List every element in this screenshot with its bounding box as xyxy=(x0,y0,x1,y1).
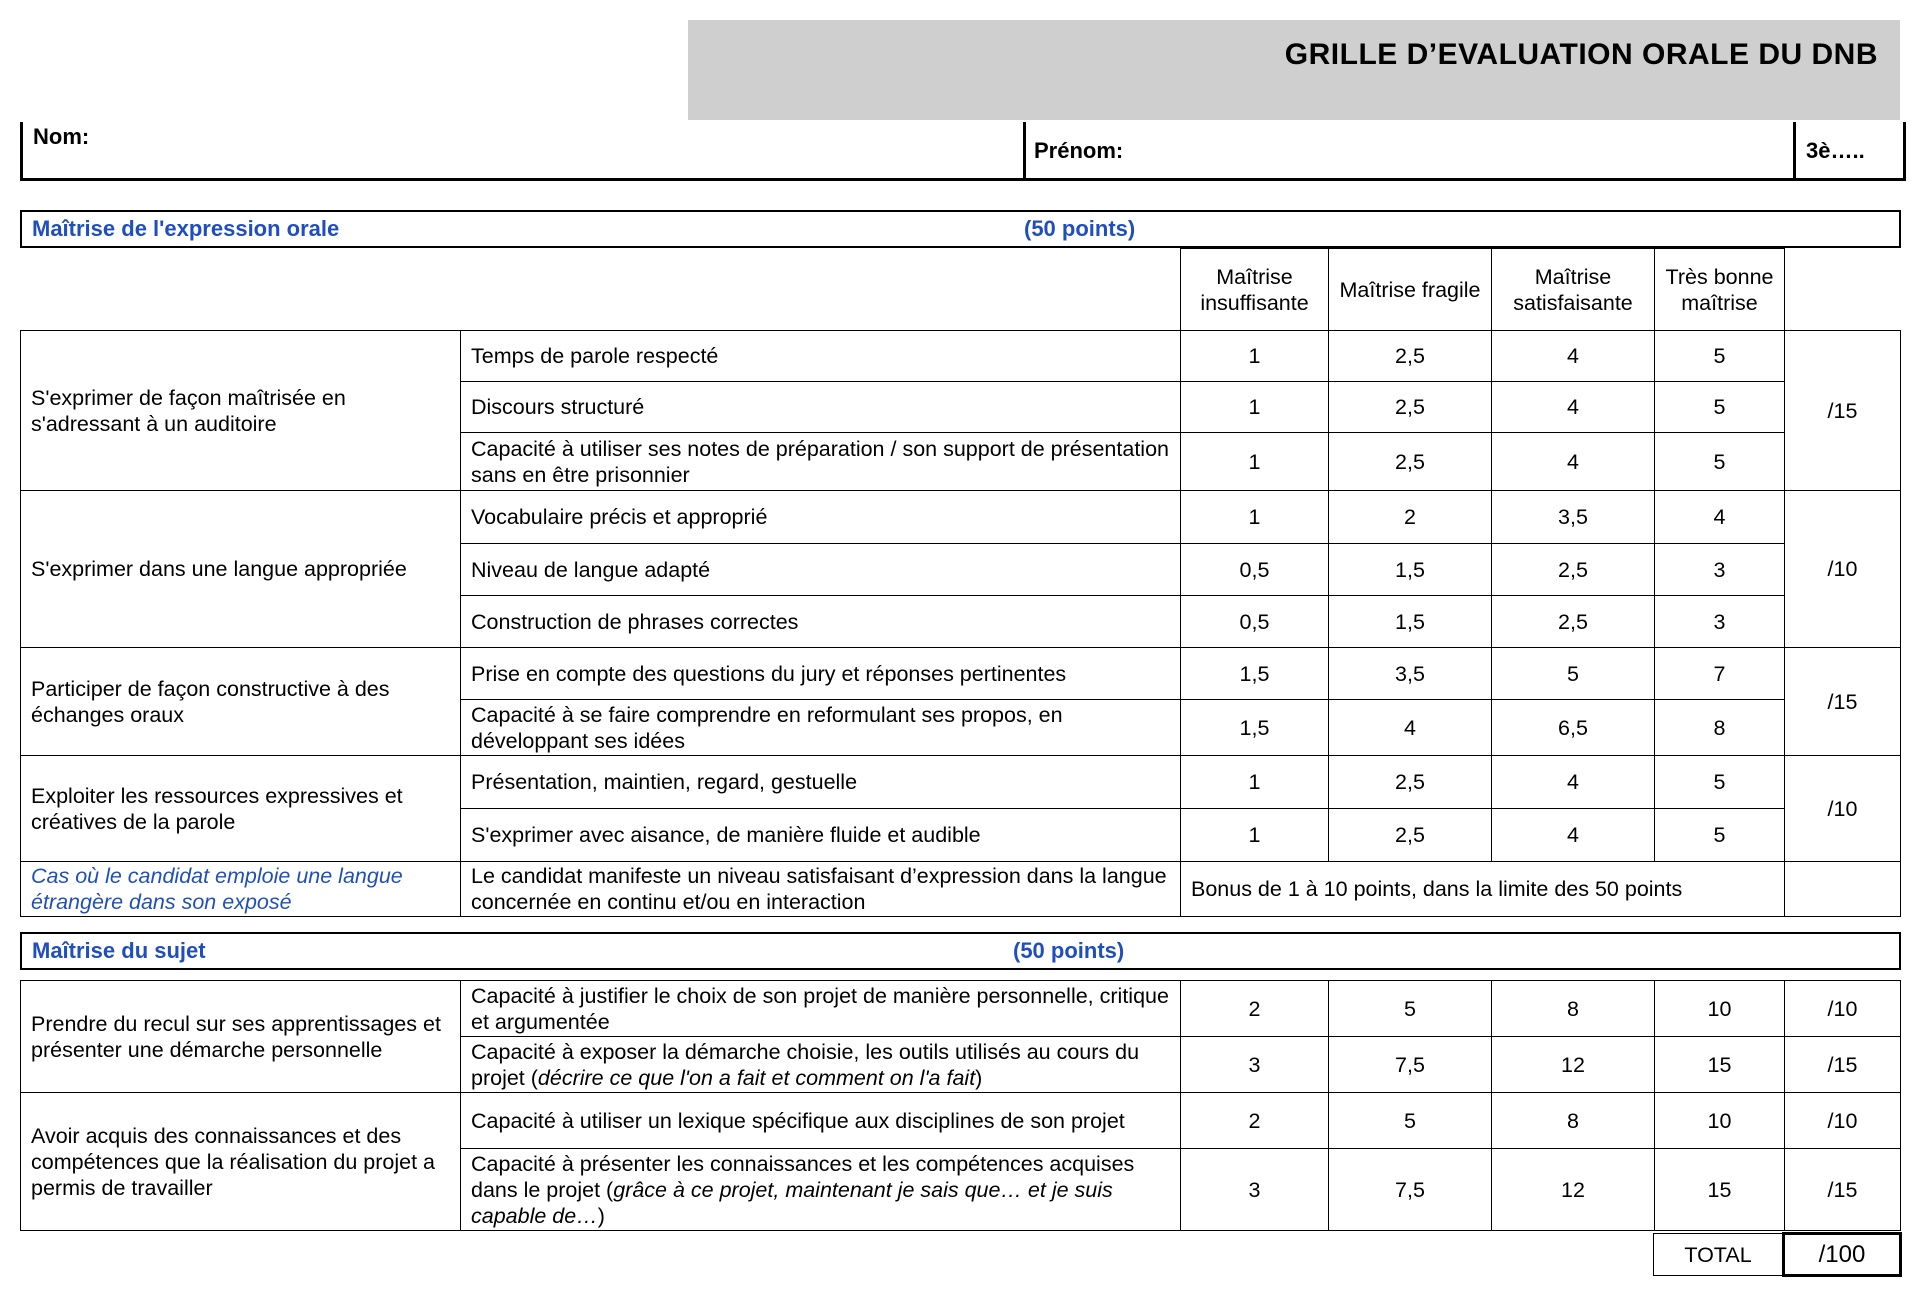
score-cell[interactable]: 5 xyxy=(1655,433,1785,491)
identity-row xyxy=(20,122,1906,181)
criterion: Niveau de langue adapté xyxy=(461,544,1181,596)
criterion: Capacité à justifier le choix de son projet de manière personnelle, critique et argumentée xyxy=(461,981,1181,1037)
total-label: TOTAL xyxy=(1654,1234,1784,1276)
page-title: GRILLE D’EVALUATION ORALE DU DNB xyxy=(1284,38,1878,71)
criterion: Construction de phrases correctes xyxy=(461,596,1181,648)
score-cell[interactable]: 1,5 xyxy=(1329,596,1492,648)
table-row xyxy=(21,756,1901,809)
criterion-italic: grâce à ce projet, maintenant je sais que… et je suis capable de… xyxy=(471,1177,1113,1228)
total-table xyxy=(1653,1232,1902,1277)
classe-field[interactable] xyxy=(1793,122,1903,178)
score-cell[interactable]: 2,5 xyxy=(1329,433,1492,491)
criterion-text: ) xyxy=(975,1065,983,1090)
bonus-score[interactable] xyxy=(1785,862,1901,917)
section-header-expression xyxy=(20,210,1901,248)
score-cell[interactable]: 3 xyxy=(1181,1149,1329,1231)
score-cell[interactable]: 0,5 xyxy=(1181,596,1329,648)
score-cell[interactable]: 15 xyxy=(1655,1149,1785,1231)
score-cell[interactable]: 7,5 xyxy=(1329,1037,1492,1093)
table-row xyxy=(21,331,1901,382)
nom-field[interactable] xyxy=(23,122,1023,178)
skill-label: S'exprimer dans une langue appropriée xyxy=(21,491,461,648)
score-cell[interactable]: 10 xyxy=(1655,1093,1785,1149)
bonus-row xyxy=(21,862,1901,917)
score-cell[interactable]: 12 xyxy=(1492,1149,1655,1231)
score-cell[interactable]: 2,5 xyxy=(1492,544,1655,596)
row-score[interactable]: /10 xyxy=(1785,1093,1901,1149)
group-score[interactable]: /10 xyxy=(1785,491,1901,648)
classe-label: 3è….. xyxy=(1806,138,1865,163)
prenom-label: Prénom: xyxy=(1034,138,1124,163)
score-cell[interactable]: 5 xyxy=(1492,648,1655,700)
section-label: Maîtrise de l'expression orale xyxy=(32,216,340,241)
section-header-sujet xyxy=(20,932,1901,970)
score-cell[interactable]: 8 xyxy=(1492,981,1655,1037)
score-cell[interactable]: 1,5 xyxy=(1181,700,1329,756)
score-cell[interactable]: 4 xyxy=(1492,331,1655,382)
score-cell[interactable]: 2,5 xyxy=(1329,809,1492,862)
score-cell[interactable]: 5 xyxy=(1655,382,1785,433)
score-cell[interactable]: 2,5 xyxy=(1492,596,1655,648)
criterion: Vocabulaire précis et approprié xyxy=(461,491,1181,544)
row-score[interactable]: /15 xyxy=(1785,1037,1901,1093)
score-cell[interactable]: 0,5 xyxy=(1181,544,1329,596)
prenom-field[interactable] xyxy=(1023,122,1796,178)
bonus-criterion: Le candidat manifeste un niveau satisfaisant d’expression dans la langue concernée en continu et/ou en interaction xyxy=(461,862,1181,917)
criterion-italic: décrire ce que l'on a fait et comment on l'a fait xyxy=(537,1065,976,1090)
score-cell[interactable]: 2 xyxy=(1181,981,1329,1037)
section-points: (50 points) xyxy=(1013,938,1125,963)
score-cell[interactable]: 1 xyxy=(1181,331,1329,382)
score-cell[interactable]: 6,5 xyxy=(1492,700,1655,756)
criterion-text: ) xyxy=(597,1203,605,1228)
score-cell[interactable]: 4 xyxy=(1492,756,1655,809)
table-row xyxy=(21,491,1901,544)
score-cell[interactable]: 12 xyxy=(1492,1037,1655,1093)
score-cell[interactable]: 1 xyxy=(1181,756,1329,809)
group-score[interactable]: /15 xyxy=(1785,331,1901,491)
score-cell[interactable]: 5 xyxy=(1329,981,1492,1037)
score-cell[interactable]: 2 xyxy=(1181,1093,1329,1149)
criterion: Prise en compte des questions du jury et réponses pertinentes xyxy=(461,648,1181,700)
score-cell[interactable]: 1,5 xyxy=(1181,648,1329,700)
score-cell[interactable]: 8 xyxy=(1655,700,1785,756)
criterion: S'exprimer avec aisance, de manière fluide et audible xyxy=(461,809,1181,862)
level-header: Maîtrise fragile xyxy=(1329,249,1492,331)
level-header: Très bonne maîtrise xyxy=(1655,249,1785,331)
score-cell[interactable]: 1 xyxy=(1181,382,1329,433)
group-score[interactable]: /10 xyxy=(1785,756,1901,862)
level-header: Maîtrise insuffisante xyxy=(1181,249,1329,331)
nom-label: Nom: xyxy=(33,124,90,149)
criterion xyxy=(461,1149,1181,1231)
table-row xyxy=(21,648,1901,700)
score-cell[interactable]: 5 xyxy=(1655,809,1785,862)
section-label: Maîtrise du sujet xyxy=(32,938,206,963)
criterion-text: Capacité à exposer la démarche choisie, les outils utilisés au cours du projet ( xyxy=(471,1039,1140,1090)
score-cell[interactable]: 10 xyxy=(1655,981,1785,1037)
criterion: Temps de parole respecté xyxy=(461,331,1181,382)
score-cell[interactable]: 7,5 xyxy=(1329,1149,1492,1231)
table-row xyxy=(21,981,1901,1037)
title-band xyxy=(688,20,1900,120)
row-score[interactable]: /15 xyxy=(1785,1149,1901,1231)
score-cell[interactable]: 1,5 xyxy=(1329,544,1492,596)
score-cell[interactable]: 4 xyxy=(1492,433,1655,491)
score-cell[interactable]: 2,5 xyxy=(1329,331,1492,382)
table-row xyxy=(21,1093,1901,1149)
score-cell[interactable]: 4 xyxy=(1492,809,1655,862)
skill-label: Prendre du recul sur ses apprentissages et présenter une démarche personnelle xyxy=(21,981,461,1093)
criterion: Discours structuré xyxy=(461,382,1181,433)
skill-label: S'exprimer de façon maîtrisée en s'adressant à un auditoire xyxy=(21,331,461,491)
criterion: Capacité à se faire comprendre en reformulant ses propos, en développant ses idées xyxy=(461,700,1181,756)
bonus-text: Bonus de 1 à 10 points, dans la limite des 50 points xyxy=(1181,862,1785,917)
expression-table xyxy=(20,248,1901,917)
score-cell[interactable]: 8 xyxy=(1492,1093,1655,1149)
score-cell[interactable]: 5 xyxy=(1655,331,1785,382)
group-score[interactable]: /15 xyxy=(1785,648,1901,756)
skill-label: Exploiter les ressources expressives et créatives de la parole xyxy=(21,756,461,862)
score-cell[interactable]: 3,5 xyxy=(1492,491,1655,544)
skill-label: Participer de façon constructive à des échanges oraux xyxy=(21,648,461,756)
score-cell[interactable]: 2 xyxy=(1329,491,1492,544)
criterion: Capacité à utiliser ses notes de préparation / son support de présentation sans en être prisonnier xyxy=(461,433,1181,491)
criterion: Présentation, maintien, regard, gestuelle xyxy=(461,756,1181,809)
score-cell[interactable]: 5 xyxy=(1655,756,1785,809)
score-cell[interactable]: 3 xyxy=(1181,1037,1329,1093)
criterion: Capacité à utiliser un lexique spécifique aux disciplines de son projet xyxy=(461,1093,1181,1149)
score-cell[interactable]: 3 xyxy=(1655,544,1785,596)
levels-header-row xyxy=(21,249,1901,331)
skill-label: Avoir acquis des connaissances et des compétences que la réalisation du projet a permis de travailler xyxy=(21,1093,461,1231)
level-header: Maîtrise satisfaisante xyxy=(1492,249,1655,331)
score-cell[interactable]: 2,5 xyxy=(1329,756,1492,809)
score-cell[interactable]: 5 xyxy=(1329,1093,1492,1149)
score-cell[interactable]: 3,5 xyxy=(1329,648,1492,700)
score-cell[interactable]: 7 xyxy=(1655,648,1785,700)
score-cell[interactable]: 4 xyxy=(1329,700,1492,756)
score-cell[interactable]: 15 xyxy=(1655,1037,1785,1093)
score-cell[interactable]: 3 xyxy=(1655,596,1785,648)
score-cell[interactable]: 1 xyxy=(1181,809,1329,862)
total-score[interactable]: /100 xyxy=(1784,1234,1901,1276)
row-score[interactable]: /10 xyxy=(1785,981,1901,1037)
score-cell[interactable]: 4 xyxy=(1492,382,1655,433)
section-points: (50 points) xyxy=(1024,216,1136,241)
bonus-label: Cas où le candidat emploie une langue étrangère dans son exposé xyxy=(21,862,461,917)
score-cell[interactable]: 1 xyxy=(1181,491,1329,544)
score-cell[interactable]: 4 xyxy=(1655,491,1785,544)
criterion xyxy=(461,1037,1181,1093)
criterion-text: Capacité à présenter les connaissances et les compétences acquises dans le projet ( xyxy=(471,1151,1135,1202)
score-cell[interactable]: 1 xyxy=(1181,433,1329,491)
score-cell[interactable]: 2,5 xyxy=(1329,382,1492,433)
sujet-table xyxy=(20,980,1901,1231)
